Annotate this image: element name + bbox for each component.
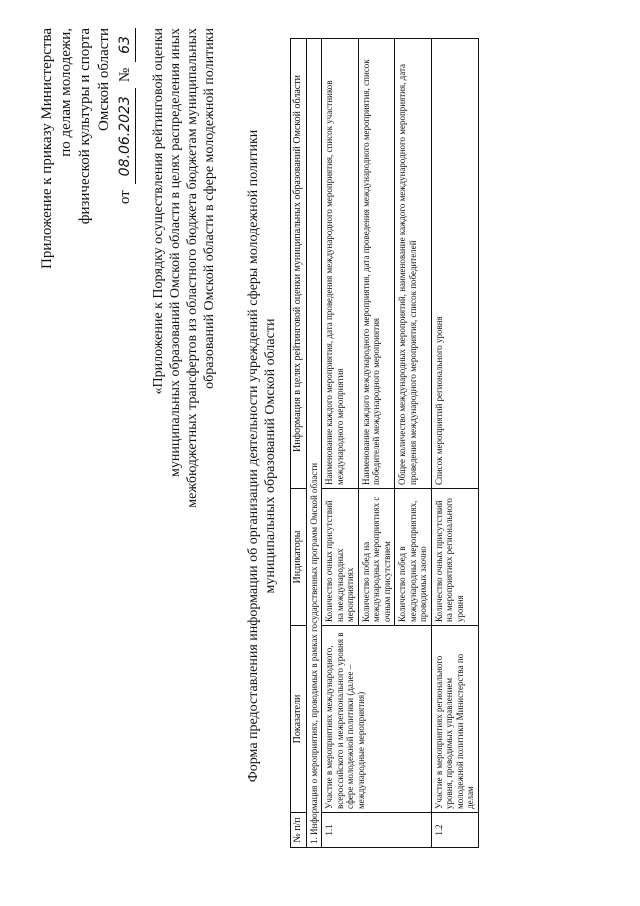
date-prefix: от (117, 190, 133, 205)
quote-line: межбюджетных трансфертов из областного бюджета бюджетам муниципальных (185, 28, 200, 508)
appendix-header (38, 28, 136, 288)
header-measures: Индикаторы (291, 489, 307, 626)
row-info: Общее количество международных мероприятий, наименование каждого международного мероприятия, дата проведения международного мероприятия, список победителей (395, 39, 432, 489)
table-row (322, 39, 359, 848)
form-title-line: муниципальных образований Омской области (263, 318, 278, 594)
form-title (245, 66, 279, 846)
quote-line: муниципальных образований Омской области в целях распределения иных (168, 28, 183, 477)
appendix-dateline (116, 28, 136, 288)
row-info: Наименование каждого международного мероприятия, дата проведения международного мероприятия, список победителей международного мероприятия (358, 39, 395, 489)
indicators-table (290, 38, 479, 848)
form-title-line: Форма предоставления информации об организации деятельности учреждений сферы молодежной политики (246, 129, 261, 783)
quote-line: «Приложение к Порядку осуществления рейтинговой оценки (151, 28, 166, 395)
row-indicator: Участие в мероприятиях международного, всероссийского и межрегионального уровня в сфере молодежной политики (далее – международные мероприятия) (322, 626, 432, 813)
row-measure: Количество побед на международных мероприятиях с очным присутствием (358, 489, 395, 626)
quote-line: образований Омской области в сфере молодежной политики (202, 28, 217, 389)
row-num: 1.2 (431, 813, 478, 848)
appendix-line: физической культуры и спорта (77, 28, 93, 225)
header-indicators: Показатели (291, 626, 307, 813)
number-prefix: № (117, 67, 133, 83)
section-row (306, 39, 322, 848)
header-info: Информация в целях рейтинговой оценки муниципальных образований Омской области (291, 39, 307, 489)
appendix-line: Омской области (96, 28, 112, 131)
appendix-line: Приложение к приказу Министерства (39, 28, 55, 269)
header-num: № п/п (291, 813, 307, 848)
row-measure: Количество очных присутствий на мероприятиях регионального уровня (431, 489, 478, 626)
table-row (431, 39, 478, 848)
row-measure: Количество побед в международных мероприятиях, проводимых заочно (395, 489, 432, 626)
order-number: 63 (116, 28, 136, 62)
row-info: Наименование каждого мероприятия, дата проведения международного мероприятия, список участников международного мероприятия (322, 39, 359, 489)
order-date: 08.06.2023 (116, 88, 136, 184)
row-info: Список мероприятий регионального уровня (431, 39, 478, 489)
row-measure: Количество очных присутствий на международных мероприятиях (322, 489, 359, 626)
procedure-appendix-title (150, 28, 218, 588)
row-num: 1.1 (322, 813, 432, 848)
row-indicator: Участие в мероприятиях регионального уровня, проводимых управлением молодежной политики Министерства по делам (431, 626, 478, 813)
section-title: 1. Информация о мероприятиях, проводимых в рамках государственных программ Омской области (306, 39, 322, 848)
table-header-row (291, 39, 307, 848)
appendix-line: по делам молодежи, (58, 28, 74, 157)
